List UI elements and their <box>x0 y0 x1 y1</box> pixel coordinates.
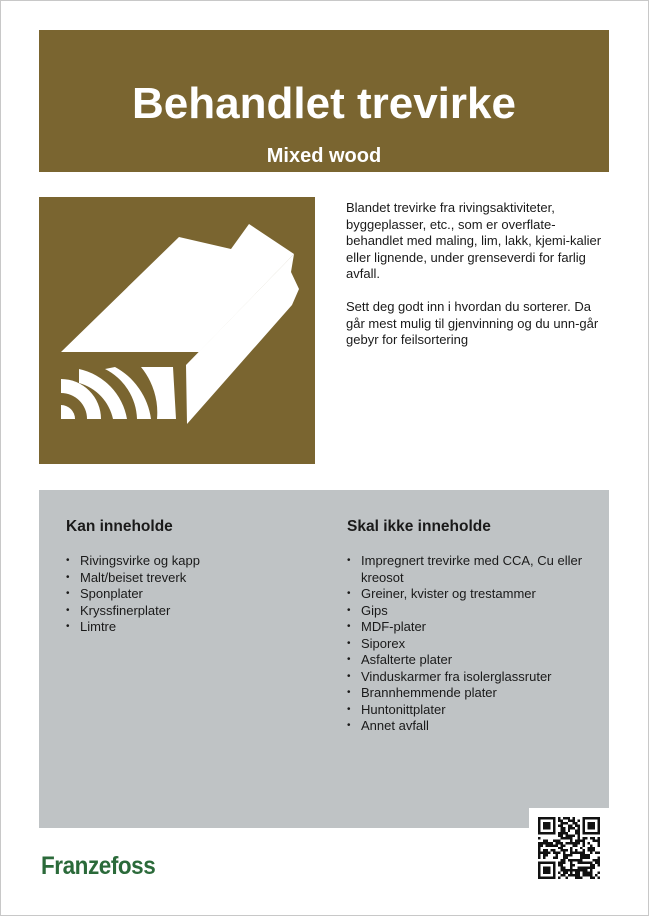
info-panel <box>39 490 609 828</box>
list-item: • Rivingsvirke og kapp <box>66 553 316 570</box>
header-banner <box>39 30 609 172</box>
list-item: • Kryssfinerplater <box>66 603 316 620</box>
qr-code-icon <box>538 817 600 879</box>
list-item: • Brannhemmende plater <box>347 685 587 702</box>
list-item: • Malt/beiset treverk <box>66 570 316 587</box>
can-contain-heading: Kan inneholde <box>66 518 173 535</box>
list-item: • MDF-plater <box>347 619 587 636</box>
list-item: • Siporex <box>347 636 587 653</box>
list-item: • Greiner, kvister og trestammer <box>347 586 587 603</box>
can-contain-column <box>66 518 316 636</box>
franzefoss-logo: Franzefoss <box>41 852 156 880</box>
must-not-contain-heading: Skal ikke inneholde <box>347 518 491 535</box>
list-item: • Sponplater <box>66 586 316 603</box>
list-item: • Limtre <box>66 619 316 636</box>
description-paragraph: Blandet trevirke fra rivingsaktiviteter, byggeplasser, etc., som er overflate-behandlet med maling, lim, lakk, kjemi-kalier eller lignende, under grenseverdi for farlig avfall. <box>346 200 602 282</box>
list-item: • Annet avfall <box>347 718 587 735</box>
pictogram <box>39 197 315 464</box>
description <box>346 200 608 365</box>
qr-code <box>529 808 609 888</box>
description-paragraph: Sett deg godt inn i hvordan du sorterer. Da går mest mulig til gjenvinning og du unn-går gebyr for feilsortering <box>346 298 599 348</box>
list-item: • Asfalterte plater <box>347 652 587 669</box>
page-subtitle: Mixed wood <box>266 145 382 167</box>
can-contain-list <box>66 553 316 636</box>
list-item: • Impregnert trevirke med CCA, Cu eller kreosot <box>347 553 587 586</box>
page-title: Behandlet trevirke <box>132 79 516 128</box>
must-not-contain-list <box>347 553 587 735</box>
wood-plank-icon <box>39 197 315 464</box>
list-item: • Vinduskarmer fra isolerglassruter <box>347 669 587 686</box>
list-item: • Gips <box>347 603 587 620</box>
list-item: • Huntonittplater <box>347 702 587 719</box>
must-not-contain-column <box>347 518 587 735</box>
